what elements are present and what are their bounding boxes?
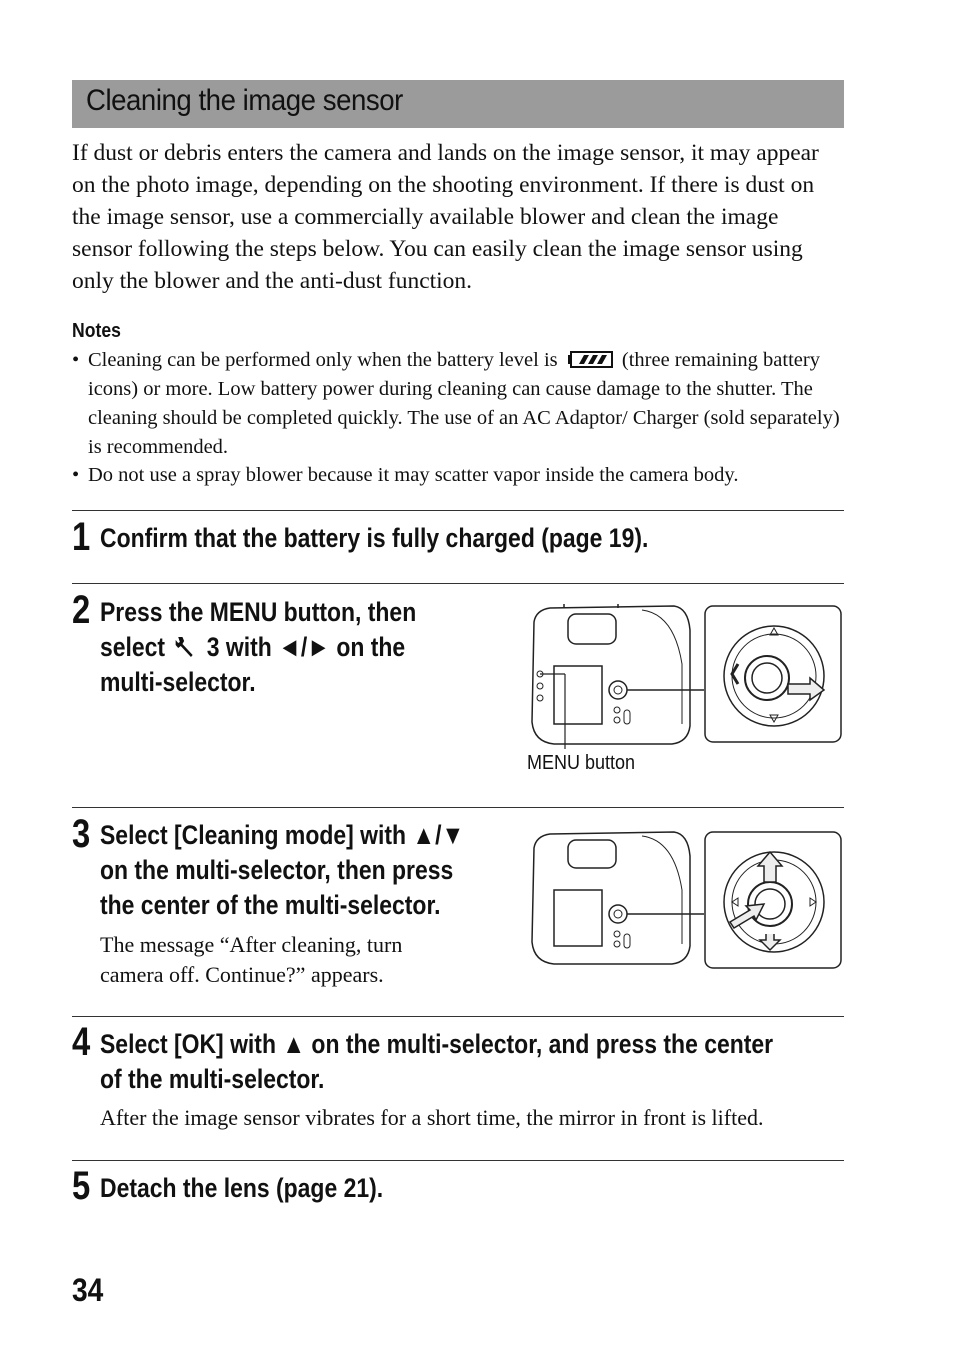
intro-text: If dust or debris enters the camera and lands on the image sensor, it may appear on the photo image, depending on the shooting environment. If there is dust on the image sensor, use a commercially available blower and clean the image sensor following the steps below. You can easily clean the image sensor using only the blower and the anti-dust function. (72, 140, 819, 294)
step-line: Press the MENU button, then (100, 597, 417, 627)
step-instruction: Confirm that the battery is fully charged (page 19). (100, 523, 649, 553)
divider (72, 583, 844, 584)
step-number: 5 (72, 1164, 91, 1208)
section-title: Cleaning the image sensor (86, 84, 403, 117)
note-text-before: Cleaning can be performed only when the battery level is (88, 349, 558, 371)
step-line: of the multi-selector. (100, 1064, 325, 1094)
note-item (72, 346, 842, 462)
step-instruction (100, 1027, 840, 1097)
note-item (72, 461, 842, 490)
step-number: 1 (72, 515, 91, 559)
step-number: 4 (72, 1020, 91, 1064)
wrench-icon (175, 635, 197, 659)
step-instruction: Detach the lens (page 21). (100, 1173, 384, 1203)
step-line (100, 630, 500, 665)
note-text-after: (three remaining battery icons) or more. Low battery power during cleaning can cause damage to the shutter. The cleaning should be completed quickly. The use of an AC Adaptor/ Charger (sold separately) is recommended. (88, 349, 840, 458)
note-text: Do not use a spray blower because it may scatter vapor inside the camera body. (88, 464, 739, 486)
divider (72, 1016, 844, 1017)
camera-back-illustration (524, 604, 844, 749)
menu-button-caption: MENU button (527, 752, 636, 774)
divider (72, 510, 844, 511)
divider (72, 807, 844, 808)
step-line: on the multi-selector, then press (100, 855, 454, 885)
step-line: the center of the multi-selector. (100, 890, 441, 920)
step-number: 3 (72, 812, 91, 856)
divider (72, 1160, 844, 1161)
step-instruction (100, 595, 500, 700)
step-note: After the image sensor vibrates for a short time, the mirror in front is lifted. (100, 1105, 764, 1130)
step-note (100, 930, 520, 990)
step-note-line: camera off. Continue?” appears. (100, 962, 384, 987)
page-number: 34 (72, 1272, 104, 1308)
camera-back-illustration (524, 830, 844, 970)
step-line: multi-selector. (100, 667, 256, 697)
step-line-part: select (100, 632, 166, 662)
notes-heading: Notes (72, 320, 121, 342)
battery-three-bars-icon (567, 351, 613, 368)
bullet: • (72, 349, 80, 371)
step-line: Select [OK] with ▲ on the multi-selector, and press the center (100, 1029, 774, 1059)
step-instruction (100, 818, 508, 923)
step-number: 2 (72, 588, 91, 632)
step-note-line: The message “After cleaning, turn (100, 932, 403, 957)
intro-paragraph (72, 137, 844, 297)
step-line: Select [Cleaning mode] with ▲/▼ (100, 820, 465, 850)
step-line-part: 3 with ◄/► on the (206, 632, 406, 662)
bullet: • (72, 464, 80, 486)
